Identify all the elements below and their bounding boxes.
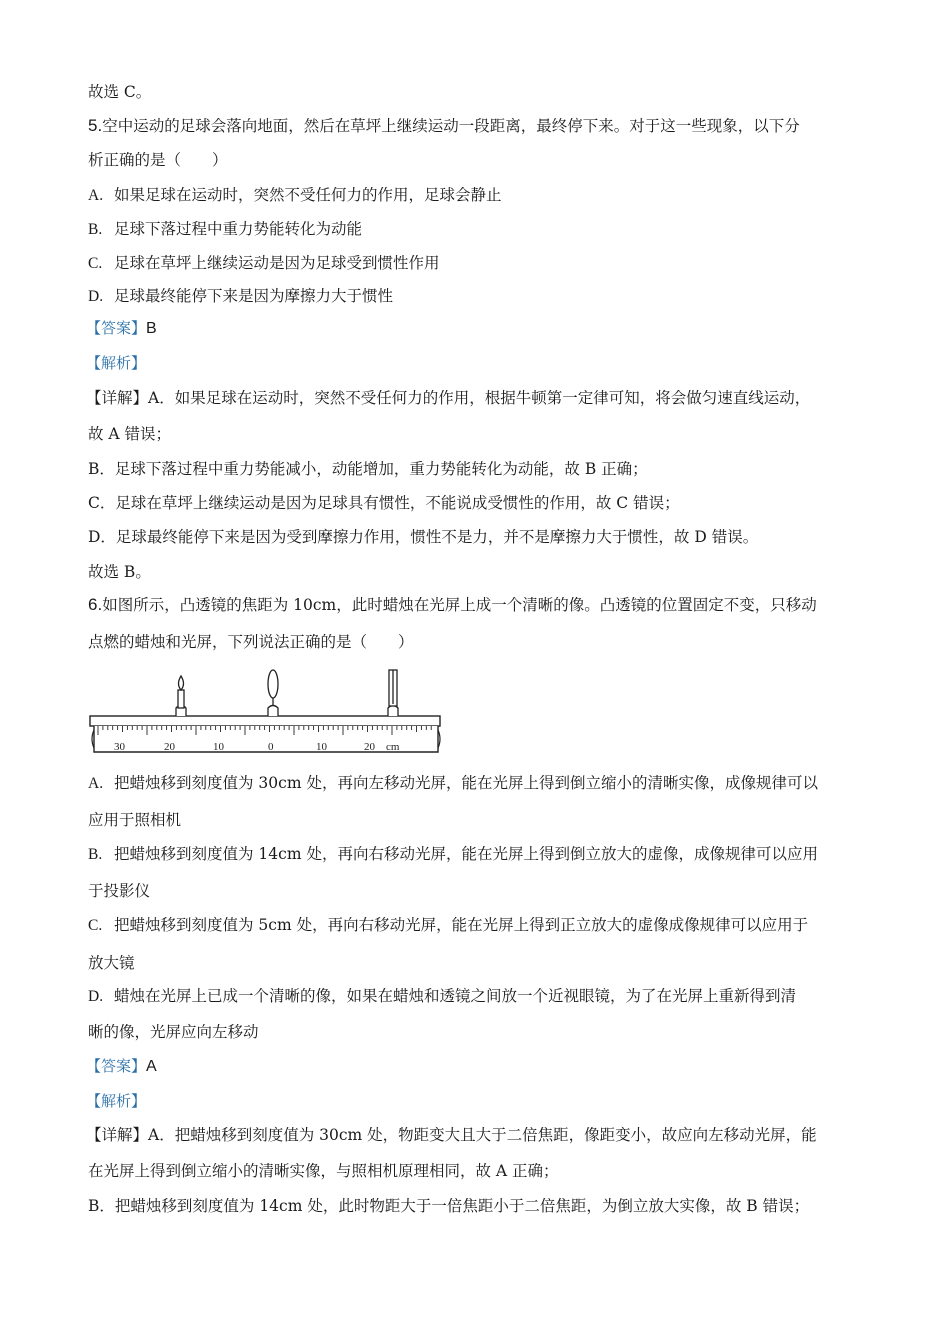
option-letter: C. <box>88 255 103 272</box>
q6-answer <box>86 1056 157 1077</box>
option-text: 把蜡烛移到刻度值为 5cm 处，再向右移动光屏，能在光屏上得到正立放大的虚像成像规律可以应用于 <box>114 916 809 934</box>
question-text: 如图所示，凸透镜的焦距为 10cm，此时蜡烛在光屏上成一个清晰的像。凸透镜的位置固定不变，只移动 <box>102 596 817 614</box>
q6-option-d-2: 晰的像，光屏应向左移动 <box>88 1023 259 1041</box>
detail-text: A．把蜡烛移到刻度值为 30cm 处，物距变大且大于二倍焦距，像距变小，故应向左移动光屏，能 <box>148 1126 817 1144</box>
q6-option-c-1 <box>88 915 808 936</box>
q5-detail-2: 故 A 错误； <box>88 425 172 443</box>
optical-bench-figure <box>88 668 444 760</box>
option-letter: B. <box>88 221 103 238</box>
answer-label: 【答案】 <box>86 319 147 337</box>
tick-label-10: 10 <box>213 741 224 753</box>
detail-label: 【详解】 <box>86 1126 149 1144</box>
answer-label: 【答案】 <box>86 1057 147 1075</box>
q5-option-b <box>88 219 362 240</box>
q6-option-d-1 <box>88 986 796 1007</box>
tick-label-30: 30 <box>114 741 125 753</box>
option-letter: B. <box>88 846 103 863</box>
option-text: 如果足球在运动时，突然不受任何力的作用，足球会静止 <box>114 186 502 204</box>
detail-text: A．如果足球在运动时，突然不受任何力的作用，根据牛顿第一定律可知，将会做匀速直线运动， <box>148 389 811 407</box>
q6-detail-1 <box>86 1125 817 1145</box>
question-5-stem-cont: 析正确的是（ ） <box>88 151 228 169</box>
option-text: 足球最终能停下来是因为摩擦力大于惯性 <box>114 287 394 305</box>
tick-label-10b: 10 <box>316 741 327 753</box>
analysis-label: 【解析】 <box>86 354 147 372</box>
candle-icon <box>176 676 186 716</box>
option-letter: D. <box>88 288 104 305</box>
option-text: 把蜡烛移到刻度值为 30cm 处，再向左移动光屏，能在光屏上得到倒立缩小的清晰实像，成像规律可以 <box>114 774 818 792</box>
q5-answer <box>86 318 157 339</box>
answer-value: A <box>146 1058 157 1075</box>
q5-option-a <box>88 185 502 206</box>
answer-value: B <box>146 320 157 337</box>
q6-detail-2: 在光屏上得到倒立缩小的清晰实像，与照相机原理相同，故 A 正确； <box>88 1162 559 1180</box>
question-6-stem-cont: 点燃的蜡烛和光屏，下列说法正确的是（ ） <box>88 633 414 651</box>
q5-detail-3: B．足球下落过程中重力势能减小，动能增加，重力势能转化为动能，故 B 正确； <box>88 460 648 478</box>
conclusion-line: 故选 C。 <box>88 83 152 101</box>
convex-lens-icon <box>268 670 278 716</box>
bench-rail <box>90 716 440 726</box>
q6-analysis-label <box>86 1091 146 1111</box>
tick-label-20b: 20 <box>364 741 375 753</box>
q5-detail-1 <box>86 388 810 408</box>
light-screen-icon <box>388 670 398 716</box>
detail-label: 【详解】 <box>86 389 149 407</box>
option-text: 足球下落过程中重力势能转化为动能 <box>114 220 363 238</box>
q5-detail-4: C．足球在草坪上继续运动是因为足球具有惯性，不能说成受惯性的作用，故 C 错误； <box>88 494 680 512</box>
analysis-label: 【解析】 <box>86 1092 147 1110</box>
question-number: 6. <box>88 595 103 614</box>
tick-label-0: 0 <box>268 741 274 753</box>
tick-label-20: 20 <box>164 741 175 753</box>
q6-detail-3: B．把蜡烛移到刻度值为 14cm 处，此时物距大于一倍焦距小于二倍焦距，为倒立放大实像，故 B 错误； <box>88 1197 810 1215</box>
question-5-stem <box>88 116 800 136</box>
option-text: 把蜡烛移到刻度值为 14cm 处，再向右移动光屏，能在光屏上得到倒立放大的虚像，成像规律可以应用 <box>114 845 818 863</box>
option-letter: A. <box>88 187 104 204</box>
q6-option-c-2: 放大镜 <box>88 954 135 972</box>
q5-option-d <box>88 286 393 307</box>
tick-unit: cm <box>386 741 400 753</box>
question-text: 空中运动的足球会落向地面，然后在草坪上继续运动一段距离，最终停下来。对于这一些现象，以下分 <box>102 117 800 135</box>
option-letter: C. <box>88 917 103 934</box>
q6-option-a-2: 应用于照相机 <box>88 811 182 829</box>
question-6-stem <box>88 595 817 615</box>
q5-detail-5: D．足球最终能停下来是因为受到摩擦力作用，惯性不是力，并不是摩擦力大于惯性，故 D 错误。 <box>88 528 759 546</box>
option-letter: A. <box>88 775 104 792</box>
q6-option-b-1 <box>88 844 818 865</box>
q6-option-b-2: 于投影仪 <box>88 882 151 900</box>
option-text: 足球在草坪上继续运动是因为足球受到惯性作用 <box>114 254 440 272</box>
q5-conclusion: 故选 B。 <box>88 563 151 581</box>
q6-option-a-1 <box>88 773 818 794</box>
option-letter: D. <box>88 988 104 1005</box>
q5-option-c <box>88 253 440 274</box>
question-number: 5. <box>88 116 103 135</box>
q5-analysis-label <box>86 353 146 373</box>
option-text: 蜡烛在光屏上已成一个清晰的像，如果在蜡烛和透镜之间放一个近视眼镜，为了在光屏上重新得到清 <box>114 987 797 1005</box>
